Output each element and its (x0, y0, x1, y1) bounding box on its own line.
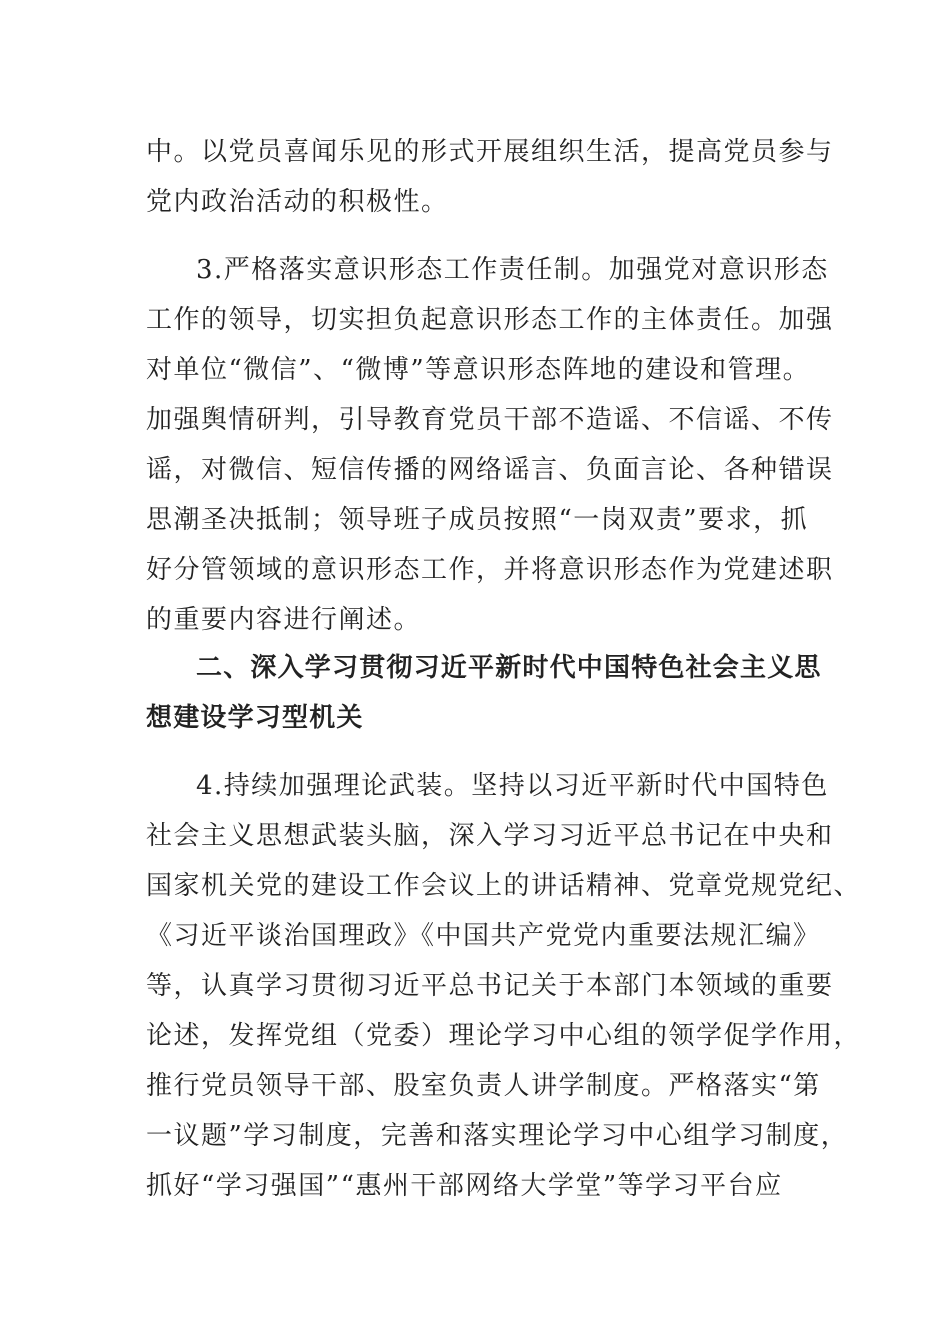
body-text-line: 谣，对微信、短信传播的网络谣言、负面言论、各种错误 (146, 455, 834, 485)
body-text-line: 推行党员领导干部、股室负责人讲学制度。严格落实“第 (146, 1071, 821, 1101)
body-text-line: 工作的领导，切实担负起意识形态工作的主体责任。加强 (146, 305, 834, 335)
section-heading-line-2: 想建设学习型机关 (146, 703, 364, 733)
body-text-line: 中。以党员喜闻乐见的形式开展组织生活，提高党员参与 (146, 137, 834, 167)
body-text-line: 党内政治活动的积极性。 (146, 187, 449, 217)
body-text-line: 论述，发挥党组（党委）理论学习中心组的领学促学作用， (146, 1021, 862, 1051)
body-text-line: 等，认真学习贯彻习近平总书记关于本部门本领域的重要 (146, 971, 834, 1001)
body-text-line: 一议题”学习制度，完善和落实理论学习中心组学习制度， (146, 1121, 849, 1151)
body-text-line: 思潮圣决抵制；领导班子成员按照“一岗双责”要求，抓 (146, 505, 809, 535)
body-text-line: 《习近平谈治国理政》《中国共产党党内重要法规汇编》 (146, 921, 821, 951)
paragraph-4-first-line: 4.持续加强理论武装。坚持以习近平新时代中国特色 (196, 771, 829, 801)
body-text-line: 的重要内容进行阐述。 (146, 605, 422, 635)
body-text-line: 抓好“学习强国”“惠州干部网络大学堂”等学习平台应 (146, 1171, 783, 1201)
body-text-line: 加强舆情研判，引导教育党员干部不造谣、不信谣、不传 (146, 405, 834, 435)
body-text-line: 社会主义思想武装头脑，深入学习习近平总书记在中央和 (146, 821, 834, 851)
paragraph-3-first-line: 3.严格落实意识形态工作责任制。加强党对意识形态 (196, 255, 829, 285)
body-text-line: 国家机关党的建设工作会议上的讲话精神、党章党规党纪、 (146, 871, 862, 901)
section-heading-line-1: 二、深入学习贯彻习近平新时代中国特色社会主义思 (196, 653, 822, 683)
body-text-line: 好分管领域的意识形态工作，并将意识形态作为党建述职 (146, 555, 834, 585)
body-text-line: 对单位“微信”、“微博”等意识形态阵地的建设和管理。 (146, 355, 811, 385)
